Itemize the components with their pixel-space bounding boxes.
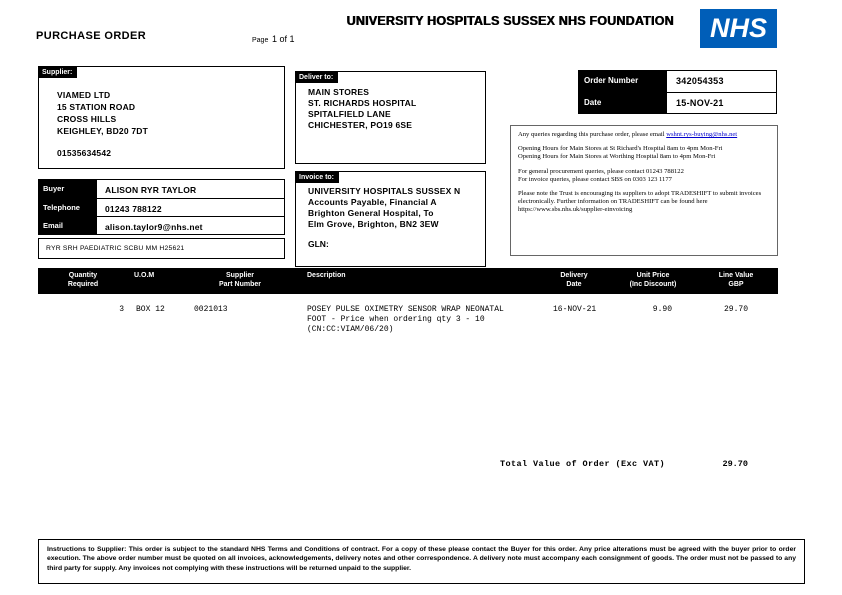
order-info-table (578, 70, 777, 114)
supplier-address-line-1: 15 STATION ROAD (57, 102, 136, 112)
header-delivery-line-2: Date (566, 280, 582, 288)
buyer-table (38, 179, 285, 235)
supplier-box (38, 66, 285, 169)
item-uom: BOX 12 (136, 305, 165, 314)
instructions-box (38, 539, 805, 584)
queries-email-prefix: Any queries regarding this purchase order, please email (518, 131, 665, 138)
total-label: Total Value of Order (Exc VAT) (500, 459, 666, 469)
header-part-line-1: Supplier (225, 272, 254, 279)
nhs-logo: NHS (700, 9, 777, 48)
document-title: PURCHASE ORDER (36, 30, 147, 42)
contact-numbers (518, 168, 770, 184)
items-table-header (38, 268, 778, 294)
page-label: Page (252, 37, 269, 44)
order-date-label: Date (579, 93, 667, 113)
telephone-label: Telephone (39, 199, 97, 216)
order-number-value: 342054353 (676, 76, 724, 86)
header-unit-price-line-2: (Inc Discount) (629, 280, 677, 288)
invoice-line-3: Brighton General Hospital, To (308, 208, 434, 218)
header-description (296, 268, 536, 294)
reference-box (38, 238, 285, 259)
procurement-queries: For general procurement queries, please contact 01243 788122 (518, 167, 684, 175)
header-delivery-date (536, 268, 612, 294)
header-uom-line-1: U.O.M (134, 272, 155, 279)
header-quantity-line-2: Required (67, 280, 99, 288)
reference-text: RYR SRH PAEDIATRIC SCBU MM H25621 (46, 245, 185, 252)
opening-hours (518, 145, 770, 161)
telephone-row (39, 198, 284, 216)
invoice-line-2: Accounts Payable, Financial A (308, 197, 437, 207)
header-delivery-line-1: Delivery (560, 272, 588, 279)
opening-hours-st-richards: Opening Hours for Main Stores at St Richard's Hospital 8am to 4pm Mon-Fri (518, 145, 723, 153)
telephone-value: 01243 788122 (105, 204, 162, 214)
supplier-address-line-3: KEIGHLEY, BD20 7DT (57, 126, 148, 136)
deliver-line-2: ST. RICHARDS HOSPITAL (308, 98, 417, 108)
header-unit-price (612, 268, 694, 294)
item-unit-price: 9.90 (652, 305, 672, 314)
header-part-number (184, 268, 296, 294)
item-description-line-3: (CN:CC:VIAM/06/20) (307, 325, 394, 334)
header-uom (128, 268, 184, 294)
buyer-label: Buyer (39, 180, 97, 198)
total-value: 29.70 (722, 459, 748, 469)
organisation-title: UNIVERSITY HOSPITALS SUSSEX NHS FOUNDATION (346, 14, 674, 28)
buying-email-link[interactable]: wshnt.rys-buying@nhs.net (666, 131, 738, 138)
item-line-value: 29.70 (723, 305, 748, 314)
instructions-text: Instructions to Supplier: This order is subject to the standard NHS Terms and Conditions of contract. For a copy of these please contact the Buyer for this order. Any price alterations must be agreed with the buyer prior to order execution. The above order number must be quoted on all invoices, acknowledgements, delivery notes and other correspondence. A delivery note must accompany each consignment of goods. The order must not be passed to any third party for supply. Any invoices not complying with these instructions will be returned unpaid to the supplier. (47, 546, 796, 572)
page-number: 1 of 1 (272, 34, 295, 44)
item-quantity: 3 (119, 305, 124, 314)
item-description-line-2: FOOT - Price when ordering qty 3 - 10 (307, 315, 485, 324)
order-date-row (579, 92, 776, 113)
deliver-line-3: SPITALFIELD LANE (308, 109, 391, 119)
deliver-line-4: CHICHESTER, PO19 6SE (308, 120, 413, 130)
gln-label: GLN: (308, 239, 329, 249)
item-part-number: 0021013 (194, 305, 228, 314)
header-part-line-2: Part Number (218, 280, 261, 288)
opening-hours-worthing: Opening Hours for Main Stores at Worthing Hospital 8am to 4pm Mon-Fri (518, 153, 716, 161)
invoice-to-label: Invoice to: (296, 172, 339, 183)
order-number-row (579, 71, 776, 92)
supplier-address-line-2: CROSS HILLS (57, 114, 117, 124)
invoice-address-block (296, 172, 485, 249)
header-description-line-1: Description (307, 272, 346, 279)
header-line-value-line-1: Line Value (718, 272, 754, 279)
supplier-name: VIAMED LTD (57, 90, 111, 100)
item-row (38, 305, 778, 335)
header-unit-price-line-1: Unit Price (636, 272, 670, 279)
email-value: alison.taylor9@nhs.net (105, 222, 203, 232)
item-delivery-date: 16-NOV-21 (553, 305, 597, 314)
supplier-label: Supplier: (39, 67, 77, 78)
header-line-value-line-2: GBP (728, 280, 744, 288)
deliver-line-1: MAIN STORES (308, 87, 370, 97)
header-quantity-line-1: Quantity (68, 272, 98, 279)
item-description (296, 305, 536, 335)
buyer-row (39, 180, 284, 198)
email-label: Email (39, 217, 97, 234)
invoice-line-1: UNIVERSITY HOSPITALS SUSSEX N (308, 186, 461, 196)
email-row (39, 216, 284, 234)
header-line-value (694, 268, 778, 294)
queries-email-line (518, 131, 770, 139)
item-description-line-1: POSEY PULSE OXIMETRY SENSOR WRAP NEONATAL (307, 305, 504, 314)
invoice-to-box (295, 171, 486, 267)
supplier-phone: 01535634542 (57, 148, 112, 158)
supplier-address-block (39, 67, 284, 159)
invoice-line-4: Elm Grove, Brighton, BN2 3EW (308, 219, 439, 229)
tradeshift-note: Please note the Trust is encouraging its suppliers to adopt TRADESHIFT to submit invoices electronically. Further information on TRADESHIFT can be found here https://www.sbs.nhs.uk/supplier-einvoicing (518, 190, 762, 214)
header-quantity (38, 268, 128, 294)
queries-box (510, 125, 778, 256)
order-number-label: Order Number (579, 71, 667, 92)
deliver-to-label: Deliver to: (296, 72, 338, 83)
order-date-value: 15-NOV-21 (676, 98, 724, 108)
invoice-queries: For invoice queries, please contact SBS on 0303 123 1177 (518, 175, 672, 183)
deliver-to-box (295, 71, 486, 164)
buyer-name-value: ALISON RYR TAYLOR (105, 185, 197, 195)
